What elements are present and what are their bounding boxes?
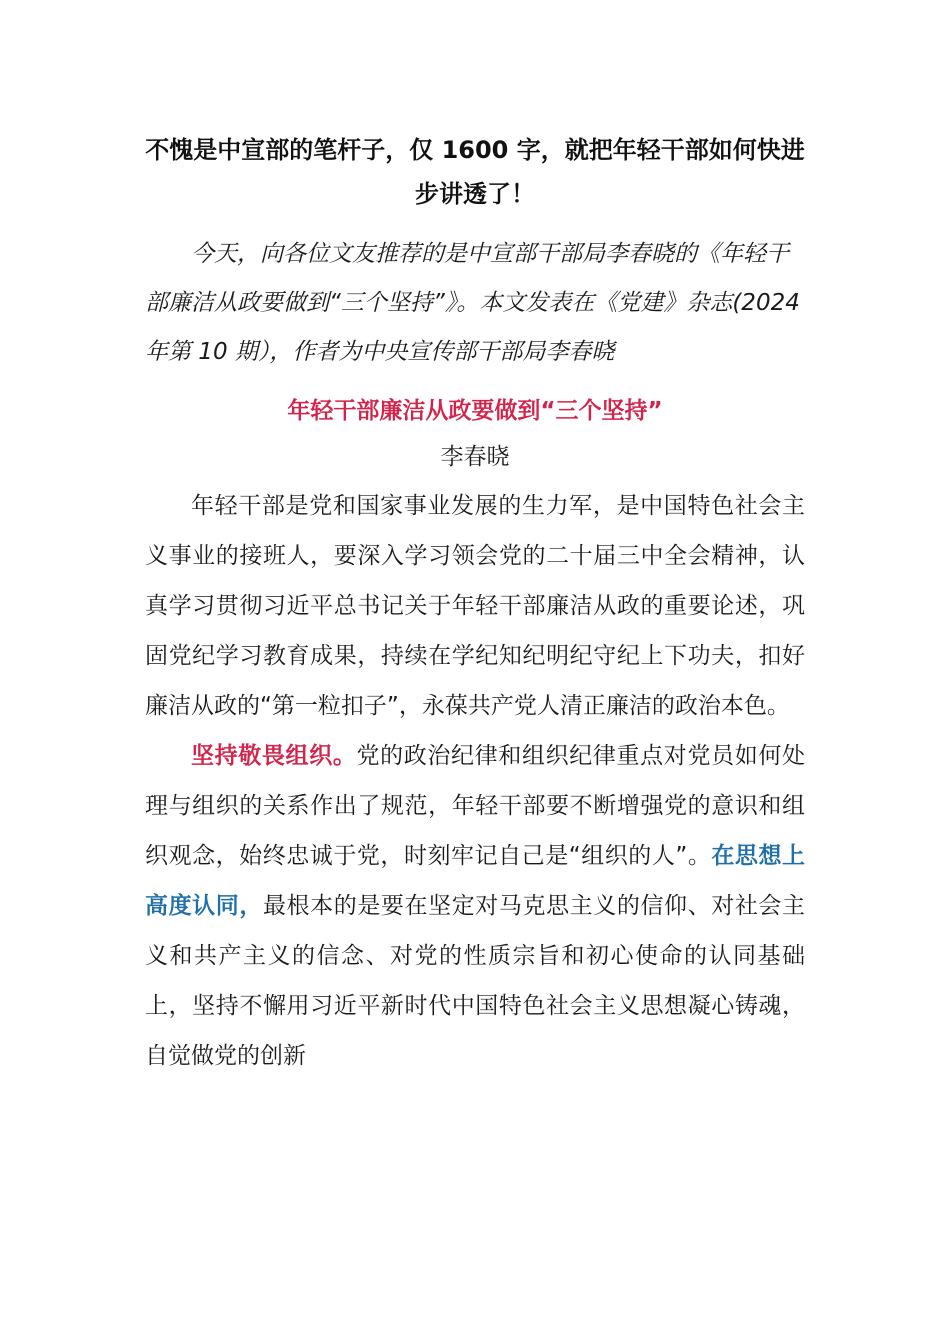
article-title: 年轻干部廉洁从政要做到“三个坚持” [287, 398, 663, 424]
body-paragraph-1: 年轻干部是党和国家事业发展的生力军，是中国特色社会主义事业的接班人，要深入学习领会党的二十届三中全会精神，认真学习贯彻习近平总书记关于年轻干部廉洁从政的重要论述，巩固党纪学习教育成果，持续在学纪知纪明纪守纪上下功夫，扣好廉洁从政的“第一粒扣子”，永葆共产党人清正廉洁的政治本色。 [145, 493, 805, 719]
headline: 不愧是中宣部的笔杆子，仅 1600 字，就把年轻干部如何快进步讲透了！ [145, 136, 805, 208]
section-lead-red: 坚持敬畏组织。 [191, 743, 357, 769]
paragraph-text-continued: 最根本的是要在坚定对马克思主义的信仰、对社会主义和共产主义的信念、对党的性质宗旨和初心使命的认同基础上，坚持不懈用习近平新时代中国特色社会主义思想凝心铸魂，自觉做党的创新 [145, 893, 806, 1069]
intro-paragraph: 今天，向各位文友推荐的是中宣部干部局李春晓的《年轻干部廉洁从政要做到“三个坚持”》。本文发表在《党建》杂志(2024 年第 10 期），作者为中央宣传部干部局李春晓 [145, 241, 800, 365]
paragraph-text: 党的政治纪律和组织纪律重点对党员如何处理与组织的关系作出了规范，年轻干部要不断增强党的意识和组织观念，始终忠诚于党，时刻牢记自己是“组织的人”。 [145, 743, 806, 869]
body-paragraph-2 [145, 731, 805, 1081]
document-page [145, 128, 805, 1081]
sub-lead-blue: 在思想上高度认同， [145, 843, 805, 919]
article-author: 李春晓 [440, 444, 510, 470]
